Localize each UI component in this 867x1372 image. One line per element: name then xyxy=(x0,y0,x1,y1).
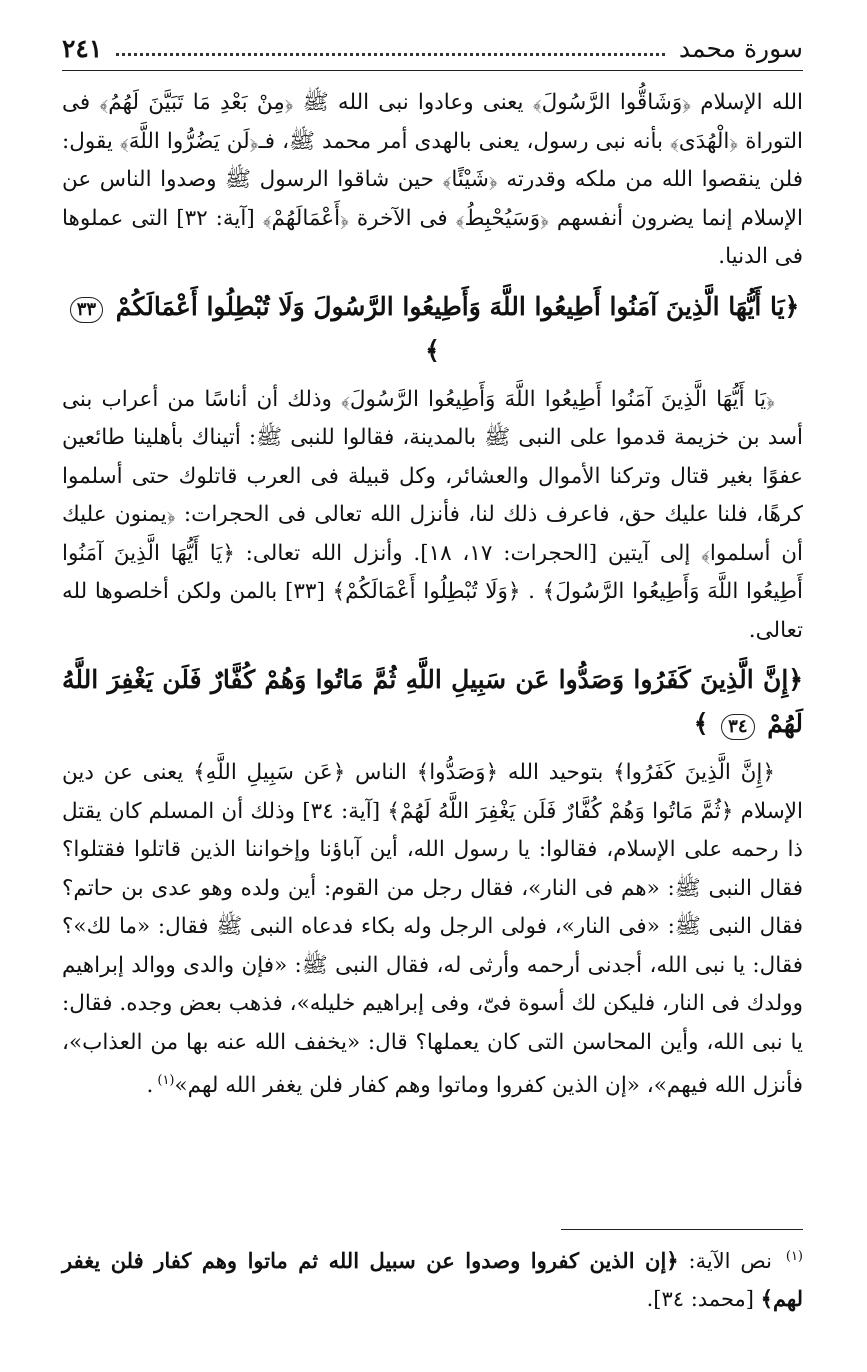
page-body xyxy=(62,84,803,1106)
footnote xyxy=(62,1238,803,1318)
commentary-paragraph-1: الله الإسلام ﴿وَشَاقُّوا الرَّسُولَ﴾ يعنى وعادوا نبى الله ﷺ ﴿مِنْ بَعْدِ مَا تَبَيَّنَ لَهُمُ﴾ فى التوراة ﴿الْهُدَى﴾ بأنه نبى رسول، يعنى بالهدى أمر محمد ﷺ، فـ﴿لَن يَضُرُّوا اللَّهَ﴾ يقول: فلن ينقصوا الله من ملكه وقدرته ﴿شَيْئًا﴾ حين شاقوا الرسول ﷺ وصدوا الناس عن الإسلام إنما يضرون أنفسهم ﴿وَسَيُحْبِطُ﴾ فى الآخرة ﴿أَعْمَالَهُمْ﴾ [آية: ٣٢] التى عملوها فى الدنيا. xyxy=(62,90,803,269)
header-dot-leader xyxy=(116,53,665,56)
header-rule xyxy=(62,70,803,71)
ayah-number-33: ٣٣ xyxy=(70,297,103,323)
footnote-label: نص الآية: xyxy=(688,1249,772,1273)
ayah-number-34: ٣٤ xyxy=(721,714,754,740)
verse-33-text: ﴿يَا أَيُّهَا الَّذِينَ آمَنُوا أَطِيعُوا اللَّهَ وَأَطِيعُوا الرَّسُولَ وَلَا تُبْطِلُوا أَعْمَالَكُمْ xyxy=(115,291,800,321)
commentary-paragraph-2: ﴿يَا أَيُّهَا الَّذِينَ آمَنُوا أَطِيعُوا اللَّهَ وَأَطِيعُوا الرَّسُولَ﴾ وذلك أن أناسًا من أعراب بنى أسد بن خزيمة قدموا على النبى ﷺ بالمدينة، فقالوا للنبى ﷺ: أتيناك بأهلينا طائعين عفوًا بغير قتال وتركنا الأموال والعشائر، وكل قبيلة فى العرب قاتلوك حتى أسلموا كرهًا، فلنا عليك حق، فاعرف ذلك لنا، فأنزل الله تعالى فى الحجرات: ﴿يمنون عليك أن أسلموا﴾ إلى آيتين [الحجرات: ١٧، ١٨]. وأنزل الله تعالى: ﴿يَا أَيُّهَا الَّذِينَ آمَنُوا أَطِيعُوا اللَّهَ وَأَطِيعُوا الرَّسُولَ﴾ . ﴿وَلَا تُبْطِلُوا أَعْمَالَكُمْ﴾ [٣٣] بالمن ولكن أخلصوها لله تعالى. xyxy=(62,386,804,643)
footnote-rule xyxy=(561,1229,803,1230)
footnote-verse: ﴿إن الذين كفروا وصدوا عن سبيل الله ثم ماتوا وهم كفار فلن يغفر لهم﴾ xyxy=(62,1248,803,1311)
footnote-citation: [محمد: ٣٤]. xyxy=(646,1287,754,1311)
page-header xyxy=(62,28,803,68)
verse-34 xyxy=(62,658,803,746)
verse-34-close: ﴾ xyxy=(693,709,709,738)
page-number: ٢٤١ xyxy=(62,33,103,63)
footnote-reference[interactable]: (١) xyxy=(157,1073,175,1088)
commentary-paragraph-3-text: ﴿إِنَّ الَّذِينَ كَفَرُوا﴾ بتوحيد الله ﴿وَصَدُّوا﴾ الناس ﴿عَن سَبِيلِ اللَّهِ﴾ يعنى عن دين الإسلام ﴿ثُمَّ مَاتُوا وَهُمْ كُفَّارٌ فَلَن يَغْفِرَ اللَّهُ لَهُمْ﴾ [آية: ٣٤] وذلك أن المسلم كان يقتل ذا رحمه على الإسلام، فقالوا: يا رسول الله، أين آباؤنا وإخواننا الذين قاتلوا فقتلوا؟ فقال النبى ﷺ: «هم فى النار»، فقال رجل من القوم: أين ولده وهو عدى بن حاتم؟ فقال النبى ﷺ: «فى النار»، فولى الرجل وله بكاء فدعاه النبى ﷺ فقال: «ما لك»؟ فقال: يا نبى الله، أجدنى أرحمه وأرثى له، فقال النبى ﷺ: «فإن والدى ووالد إبراهيم وولدك فى النار، فليكن لك أسوة فىّ، وفى إبراهيم خليله»، فذهب بعض وجده. فقال: يا نبى الله، وأين المحاسن التى كان يعملها؟ قال: «يخفف الله عنه بها من العذاب»، فأنزل الله فيهم»، «إن الذين كفروا وماتوا وهم كفار فلن يغفر الله لهم» xyxy=(61,760,804,1099)
commentary-paragraph-3: ﴿إِنَّ الَّذِينَ كَفَرُوا﴾ بتوحيد الله ﴿وَصَدُّوا﴾ الناس ﴿عَن سَبِيلِ اللَّهِ﴾ يعنى عن دين الإسلام ﴿ثُمَّ مَاتُوا وَهُمْ كُفَّارٌ فَلَن يَغْفِرَ اللَّهُ لَهُمْ﴾ [آية: ٣٤] وذلك أن المسلم كان يقتل ذا رحمه على الإسلام، فقالوا: يا رسول الله، أين آباؤنا وإخواننا الذين قاتلوا فقتلوا؟ فقال النبى ﷺ: «هم فى النار»، فقال رجل من القوم: أين ولده وهو عدى بن حاتم؟ فقال النبى ﷺ: «فى النار»، فولى الرجل وله بكاء فدعاه النبى ﷺ فقال: «ما لك»؟ فقال: يا نبى الله، أجدنى أرحمه وأرثى له، فقال النبى ﷺ: «فإن والدى ووالد إبراهيم وولدك فى النار، فليكن لك أسوة فىّ، وفى إبراهيم خليله»، فذهب بعض وجده. فقال: يا نبى الله، وأين المحاسن التى كان يعملها؟ قال: «يخفف الله عنه بها من العذاب»، فأنزل الله فيهم»، «إن الذين كفروا وماتوا وهم كفار فلن يغفر الله لهم»$^{(١)}$. xyxy=(61,760,804,1099)
verse-34-text: ﴿إِنَّ الَّذِينَ كَفَرُوا وَصَدُّوا عَن سَبِيلِ اللَّهِ ثُمَّ مَاتُوا وَهُمْ كُفَّارٌ فَلَن يَغْفِرَ اللَّهُ لَهُمْ xyxy=(62,665,803,738)
verse-33-close: ﴾ xyxy=(425,335,440,365)
surah-title: سورة محمد xyxy=(678,33,803,63)
footnote-marker: (١) xyxy=(785,1249,803,1264)
verse-33 xyxy=(62,285,803,373)
